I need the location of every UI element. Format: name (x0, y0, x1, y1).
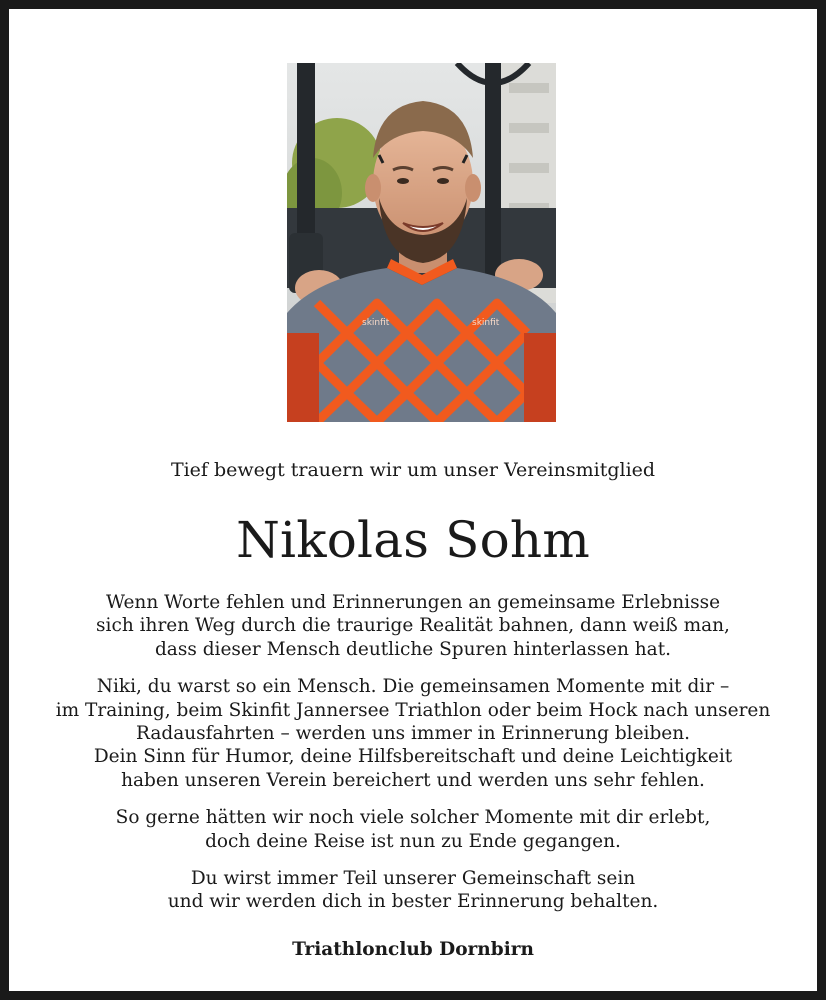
text-line: doch deine Reise ist nun zu Ende gegangen. (205, 830, 621, 852)
text-line: Du wirst immer Teil unserer Gemeinschaft sein (190, 868, 636, 890)
paragraph-4 (18, 867, 808, 914)
shirt-logo-left: skinfit (362, 318, 390, 328)
portrait-photo (287, 63, 556, 422)
text-line: Wenn Worte fehlen und Erinnerungen an gemeinsame Erlebnisse (105, 592, 721, 613)
text-line: dass dieser Mensch deutliche Spuren hinterlassen hat. (154, 638, 672, 660)
text-line: sich ihren Weg durch die traurige Realität bahnen, dann weiß man, (96, 615, 730, 637)
obituary-body (18, 591, 808, 928)
paragraph-1 (18, 591, 808, 661)
shirt-logo-right: skinfit (472, 318, 500, 328)
text-line: und wir werden dich in bester Erinnerung behalten. (167, 891, 659, 913)
deceased-name: Nikolas Sohm (236, 511, 590, 569)
text-line: Niki, du warst so ein Mensch. Die gemeinsamen Momente mit dir – (96, 676, 730, 698)
text-line: Radausfahrten – werden uns immer in Erinnerung bleiben. (135, 723, 691, 745)
paragraph-2 (18, 675, 808, 792)
text-line: haben unseren Verein bereichert und werden uns sehr fehlen. (121, 769, 705, 791)
signature: Triathlonclub Dornbirn (292, 939, 534, 960)
intro-text: Tief bewegt trauern wir um unser Vereinsmitglied (170, 459, 656, 481)
text-line: Dein Sinn für Humor, deine Hilfsbereitschaft und deine Leichtigkeit (93, 746, 733, 768)
text-line: im Training, beim Skinfit Jannersee Triathlon oder beim Hock nach unseren (55, 699, 771, 721)
text-line: So gerne hätten wir noch viele solcher Momente mit dir erlebt, (115, 807, 711, 829)
paragraph-3 (18, 806, 808, 853)
